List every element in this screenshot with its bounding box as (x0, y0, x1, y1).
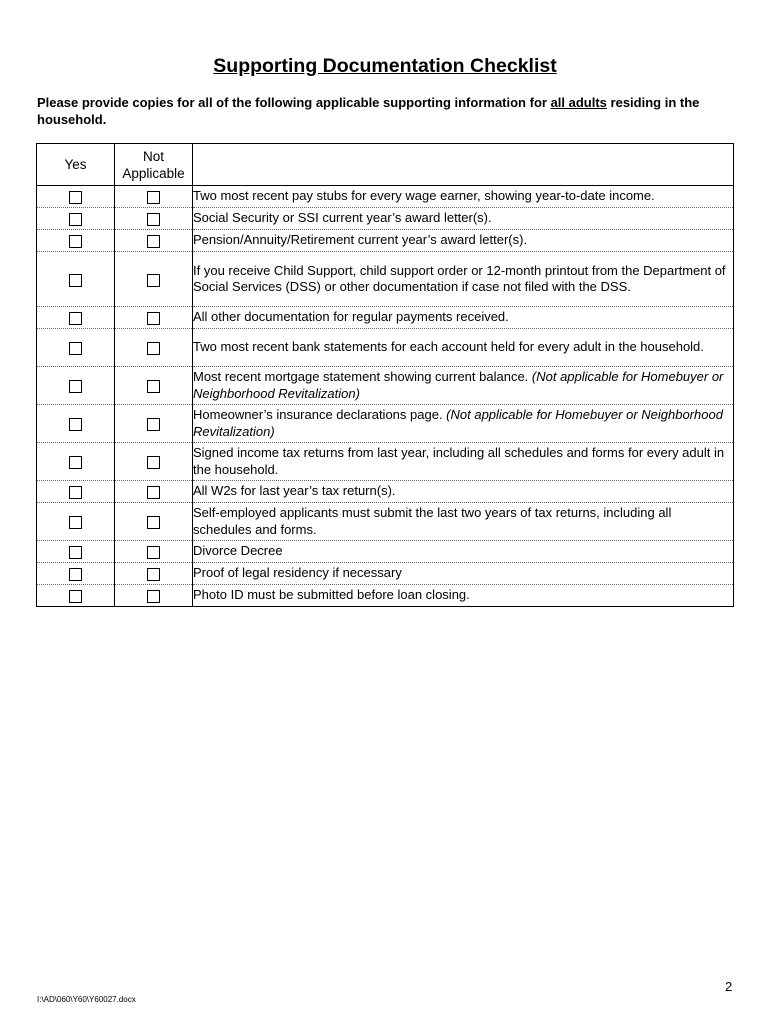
not-applicable-cell (115, 329, 193, 367)
item-description (193, 541, 734, 563)
table-header-row (37, 144, 734, 186)
intro-text-after: residing in the household. (37, 95, 700, 127)
item-text: Self-employed applicants must submit the last two years of tax returns, including all schedules and forms. (193, 505, 672, 537)
yes-cell (37, 585, 115, 607)
intro-text-before: Please provide copies for all of the following applicable supporting information for (37, 95, 551, 110)
yes-cell (37, 481, 115, 503)
not-applicable-checkbox[interactable] (147, 235, 160, 248)
not-applicable-checkbox[interactable] (147, 213, 160, 226)
not-applicable-checkbox[interactable] (147, 380, 160, 393)
page-number: 2 (725, 979, 733, 994)
item-text: Pension/Annuity/Retirement current year’s award letter(s). (193, 232, 528, 248)
yes-checkbox[interactable] (69, 590, 82, 603)
yes-checkbox[interactable] (69, 546, 82, 559)
table-row (37, 329, 734, 367)
yes-checkbox[interactable] (69, 418, 82, 431)
yes-cell (37, 252, 115, 307)
item-note: (Not applicable for Homebuyer or Neighborhood Revitalization) (193, 369, 724, 401)
item-description (193, 252, 734, 307)
yes-cell (37, 186, 115, 208)
documentation-checklist-table (36, 143, 734, 607)
not-applicable-checkbox[interactable] (147, 546, 160, 559)
item-description (193, 307, 734, 329)
item-text: Proof of legal residency if necessary (193, 565, 402, 581)
header-not-applicable (115, 144, 193, 186)
table-row (37, 503, 734, 541)
not-applicable-checkbox[interactable] (147, 516, 160, 529)
yes-checkbox[interactable] (69, 191, 82, 204)
not-applicable-cell (115, 541, 193, 563)
header-not-applicable-line2: Applicable (122, 165, 185, 181)
yes-cell (37, 541, 115, 563)
table-row (37, 230, 734, 252)
not-applicable-checkbox[interactable] (147, 274, 160, 287)
yes-cell (37, 230, 115, 252)
yes-checkbox[interactable] (69, 456, 82, 469)
not-applicable-checkbox[interactable] (147, 312, 160, 325)
not-applicable-cell (115, 230, 193, 252)
item-note: (Not applicable for Homebuyer or Neighborhood Revitalization) (193, 407, 723, 439)
item-description (193, 503, 734, 541)
item-text: Two most recent pay stubs for every wage earner, showing year-to-date income. (193, 188, 655, 204)
not-applicable-checkbox[interactable] (147, 191, 160, 204)
yes-checkbox[interactable] (69, 235, 82, 248)
item-description (193, 367, 734, 405)
not-applicable-checkbox[interactable] (147, 418, 160, 431)
intro-instructions (37, 94, 737, 128)
item-description (193, 443, 734, 481)
item-description (193, 563, 734, 585)
table-row (37, 252, 734, 307)
item-description (193, 186, 734, 208)
yes-cell (37, 307, 115, 329)
table-row (37, 541, 734, 563)
item-text: Signed income tax returns from last year, including all schedules and forms for every adult in the household. (193, 445, 725, 477)
item-description (193, 230, 734, 252)
not-applicable-cell (115, 186, 193, 208)
page-title: Supporting Documentation Checklist (213, 55, 557, 77)
table-row (37, 443, 734, 481)
header-yes: Yes (37, 144, 115, 186)
item-text: Most recent mortgage statement showing current balance. (193, 369, 532, 384)
item-text: Divorce Decree (193, 543, 283, 559)
table-row (37, 367, 734, 405)
yes-checkbox[interactable] (69, 486, 82, 499)
table-row (37, 186, 734, 208)
not-applicable-cell (115, 563, 193, 585)
table-row (37, 585, 734, 607)
yes-checkbox[interactable] (69, 312, 82, 325)
footer-file-path: I:\AD\060\Y60\Y60027.docx (37, 995, 136, 1004)
not-applicable-cell (115, 307, 193, 329)
header-not-applicable-line1: Not (142, 148, 164, 164)
not-applicable-checkbox[interactable] (147, 456, 160, 469)
yes-checkbox[interactable] (69, 274, 82, 287)
item-description (193, 585, 734, 607)
yes-checkbox[interactable] (69, 516, 82, 529)
item-text: All other documentation for regular payments received. (193, 309, 509, 325)
not-applicable-cell (115, 367, 193, 405)
item-text: All W2s for last year’s tax return(s). (193, 483, 396, 499)
table-row (37, 563, 734, 585)
yes-checkbox[interactable] (69, 342, 82, 355)
not-applicable-cell (115, 481, 193, 503)
item-text: Homeowner’s insurance declarations page. (193, 407, 447, 422)
yes-checkbox[interactable] (69, 568, 82, 581)
not-applicable-cell (115, 405, 193, 443)
not-applicable-cell (115, 585, 193, 607)
yes-cell (37, 208, 115, 230)
yes-cell (37, 443, 115, 481)
header-item (193, 144, 734, 186)
yes-cell (37, 367, 115, 405)
yes-checkbox[interactable] (69, 380, 82, 393)
item-description (193, 208, 734, 230)
item-text: Photo ID must be submitted before loan closing. (193, 587, 470, 603)
not-applicable-cell (115, 208, 193, 230)
item-description (193, 329, 734, 367)
yes-checkbox[interactable] (69, 213, 82, 226)
table-row (37, 481, 734, 503)
intro-emphasis: all adults (550, 95, 607, 110)
yes-cell (37, 503, 115, 541)
not-applicable-checkbox[interactable] (147, 590, 160, 603)
yes-cell (37, 405, 115, 443)
not-applicable-cell (115, 443, 193, 481)
yes-cell (37, 329, 115, 367)
not-applicable-cell (115, 503, 193, 541)
yes-cell (37, 563, 115, 585)
table-row (37, 307, 734, 329)
not-applicable-checkbox[interactable] (147, 568, 160, 581)
table-row (37, 208, 734, 230)
item-text: Social Security or SSI current year’s award letter(s). (193, 210, 492, 226)
item-description (193, 481, 734, 503)
not-applicable-checkbox[interactable] (147, 342, 160, 355)
table-row (37, 405, 734, 443)
not-applicable-cell (115, 252, 193, 307)
not-applicable-checkbox[interactable] (147, 486, 160, 499)
item-text: If you receive Child Support, child support order or 12-month printout from the Department of Social Services (DSS) or other documentation if case not filed with the DSS. (193, 262, 726, 294)
item-text: Two most recent bank statements for each account held for every adult in the household. (193, 339, 704, 355)
item-description (193, 405, 734, 443)
